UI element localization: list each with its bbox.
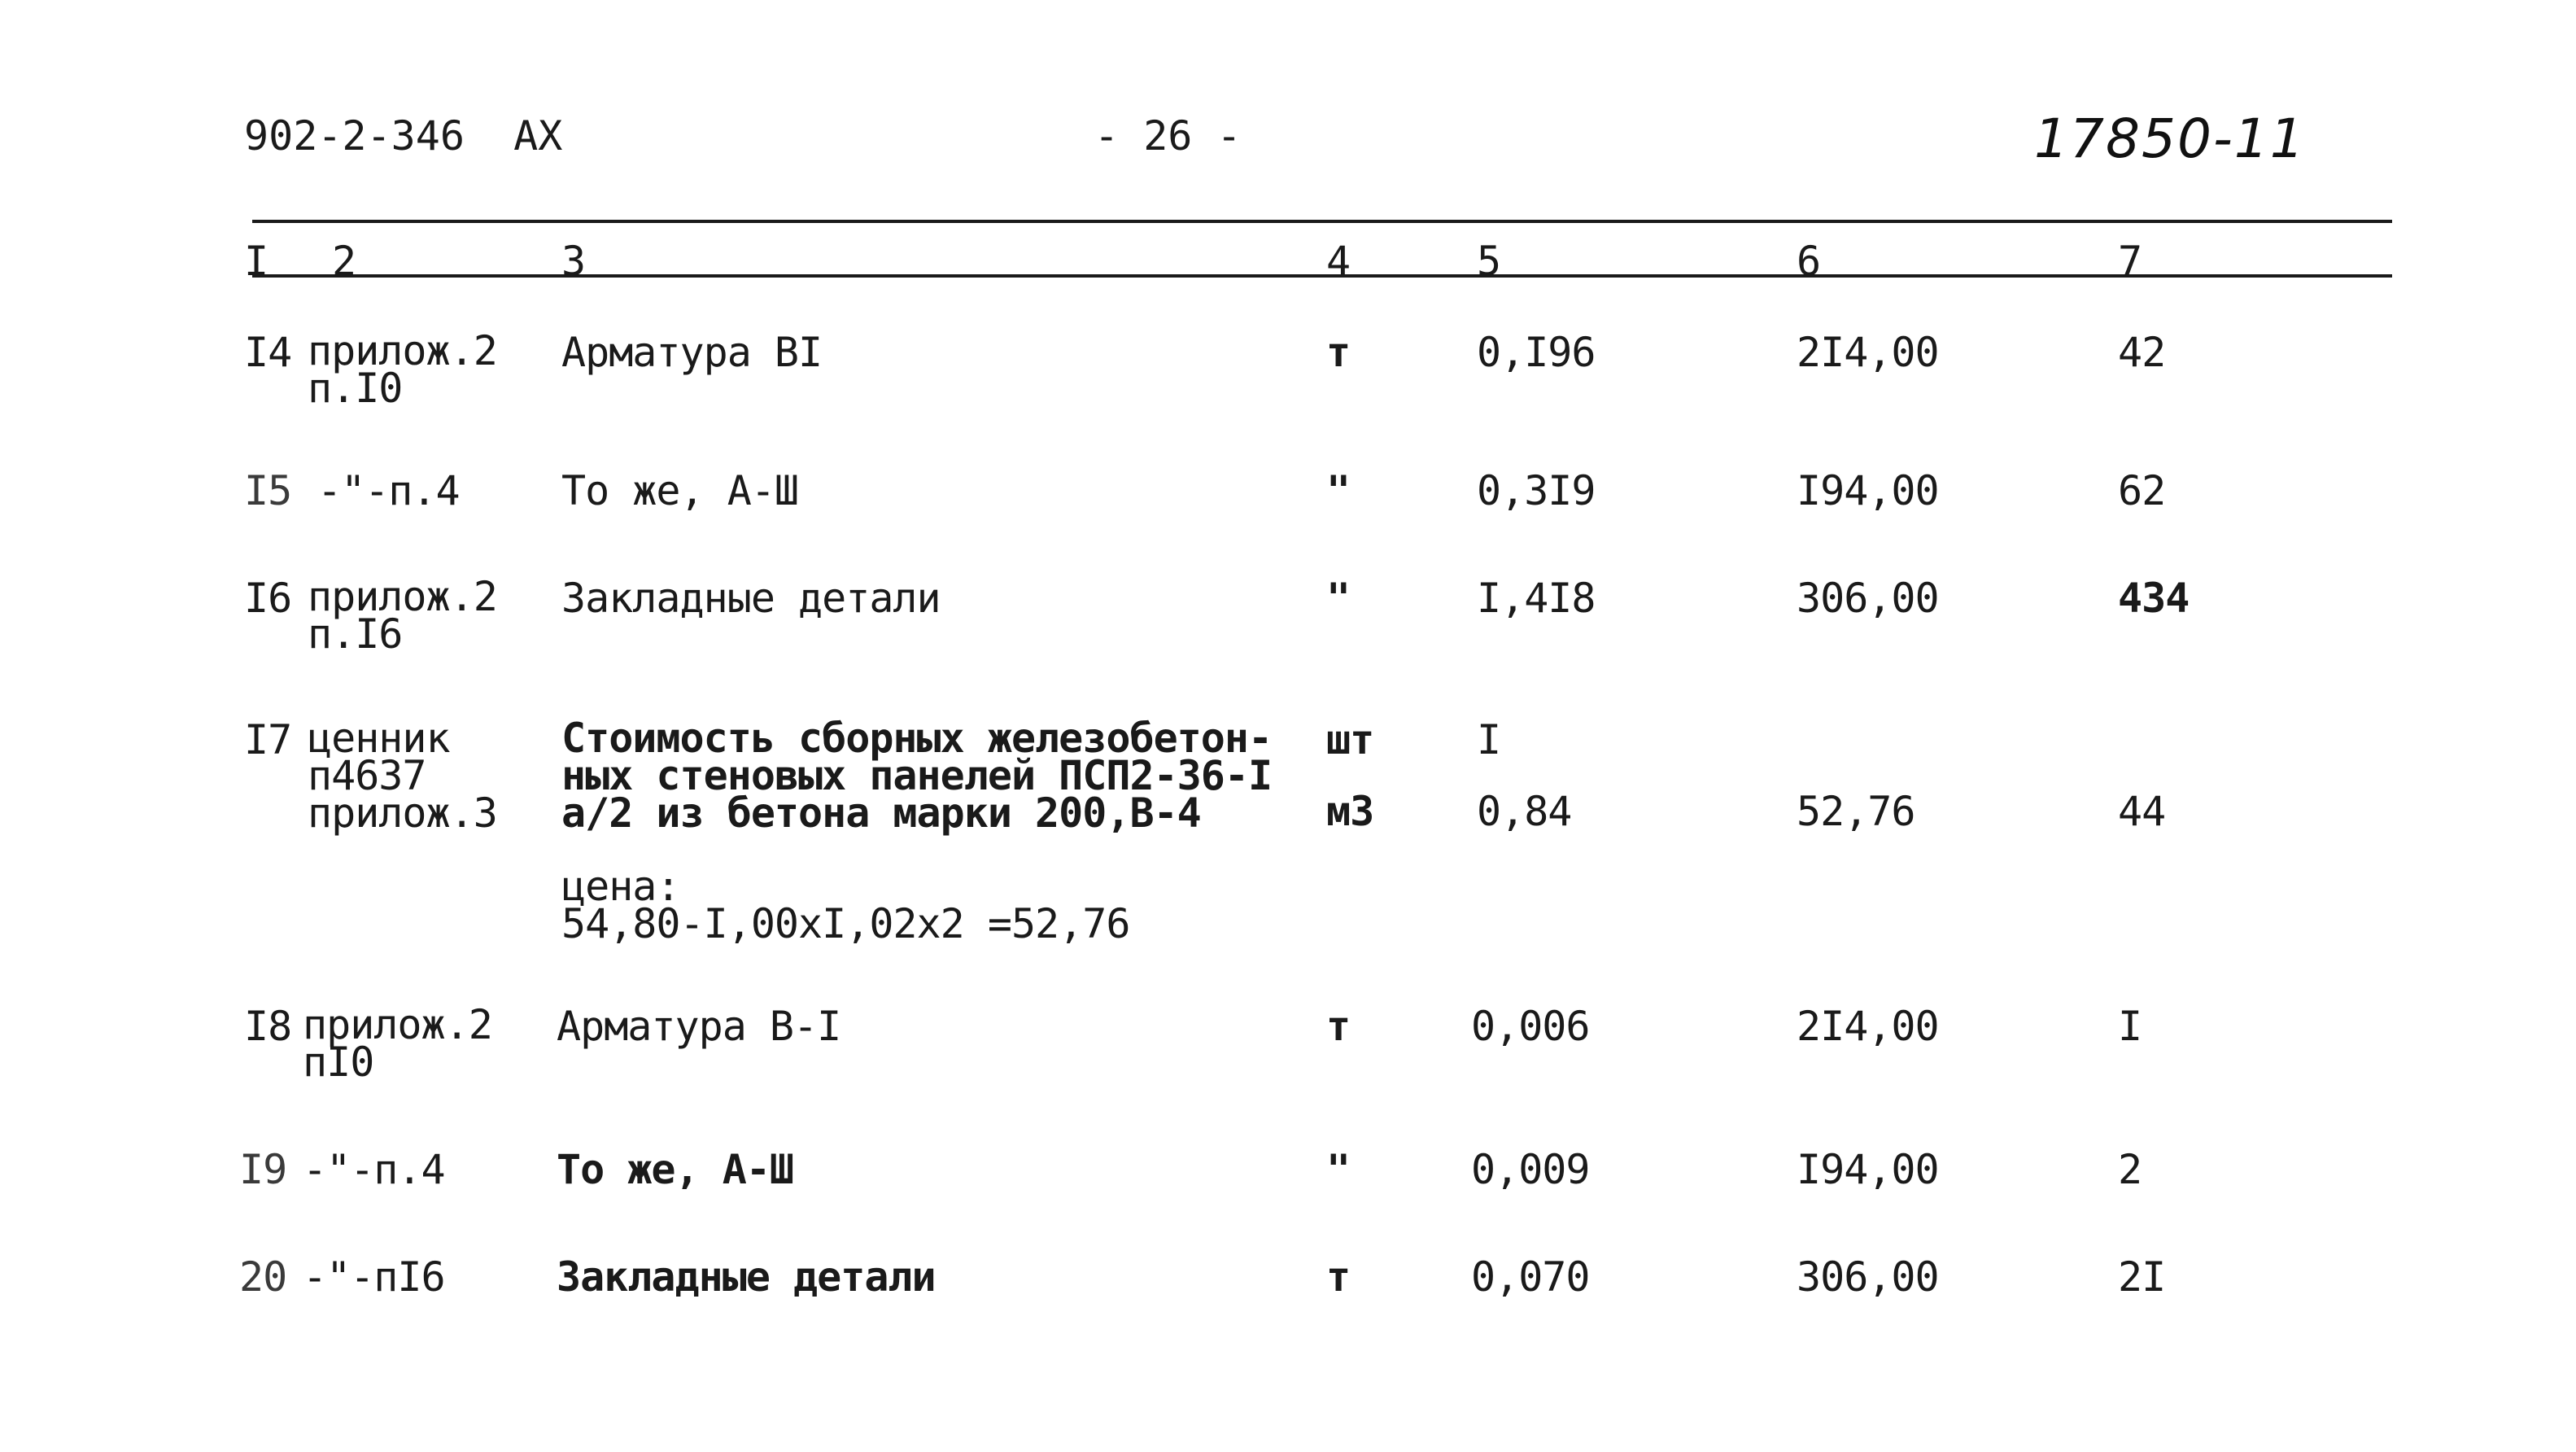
row-price: 2I4,00: [1797, 1003, 1939, 1050]
row-unit: ": [1326, 1146, 1351, 1193]
row-reference: прилож.2 п.I6: [308, 573, 497, 658]
document-code: 902-2-346 АХ: [244, 112, 563, 160]
row-number: 20: [239, 1253, 287, 1301]
row-reference: -"-пI6: [303, 1253, 445, 1301]
row-reference: прилож.2 п.I0: [308, 327, 497, 412]
column-header-5: 5: [1477, 238, 1501, 285]
row-unit: т: [1326, 1003, 1351, 1050]
row-total: 42: [2118, 329, 2166, 376]
row-quantity-secondary: 0,84: [1477, 788, 1572, 835]
row-reference: прилож.2 пI0: [303, 1001, 492, 1086]
row-quantity: 0,070: [1471, 1253, 1590, 1301]
row-price: 52,76: [1797, 788, 1915, 835]
row-reference: -"-п.4: [303, 1146, 445, 1193]
row-number: I9: [239, 1146, 287, 1193]
column-header-7: 7: [2118, 238, 2142, 285]
row-quantity: 0,009: [1471, 1146, 1590, 1193]
row-total: 2I: [2118, 1253, 2166, 1301]
row-number: I7: [244, 716, 292, 763]
row-name: Закладные детали: [561, 575, 941, 622]
column-header-6: 6: [1797, 238, 1821, 285]
row-name: Арматура ВI: [561, 329, 823, 376]
row-price: I94,00: [1797, 1146, 1939, 1193]
column-header-2: 2: [332, 238, 356, 285]
row-quantity: I: [1477, 716, 1501, 763]
row-reference: ценник п4637 прилож.3: [308, 715, 497, 837]
row-price: 306,00: [1797, 1253, 1939, 1301]
price-calculation-note: цена: 54,80-I,00хI,02х2 =52,76: [561, 863, 1130, 947]
row-unit-secondary: м3: [1326, 788, 1374, 835]
page-number: - 26 -: [1094, 112, 1242, 160]
row-quantity: 0,006: [1471, 1003, 1590, 1050]
row-total: 62: [2118, 467, 2166, 514]
row-unit: шт: [1326, 716, 1374, 763]
row-name: То же, А-Ш: [557, 1146, 794, 1193]
row-name: Закладные детали: [557, 1253, 936, 1301]
handwritten-number: 17850-11: [2034, 107, 2306, 170]
row-number: I5: [244, 467, 292, 514]
column-header-4: 4: [1326, 238, 1351, 285]
row-name: То же, А-Ш: [561, 467, 799, 514]
row-name: Арматура В-I: [557, 1003, 841, 1050]
row-total: 434: [2118, 575, 2190, 622]
row-quantity: 0,I96: [1477, 329, 1596, 376]
row-unit: ": [1326, 467, 1351, 514]
row-reference: -"-п.4: [317, 467, 460, 514]
row-total: I: [2118, 1003, 2142, 1050]
row-price: I94,00: [1797, 467, 1939, 514]
row-number: I6: [244, 575, 292, 622]
row-total: 44: [2118, 788, 2166, 835]
row-quantity: I,4I8: [1477, 575, 1596, 622]
row-number: I4: [244, 329, 292, 376]
row-price: 2I4,00: [1797, 329, 1939, 376]
row-unit: т: [1326, 329, 1351, 376]
row-price: 306,00: [1797, 575, 1939, 622]
row-unit: ": [1326, 575, 1351, 622]
row-name: Стоимость сборных железобетон- ных стеновых панелей ПСП2-36-I а/2 из бетона марки 200,В-4: [561, 715, 1273, 837]
table-top-rule: [252, 220, 2392, 223]
column-header-1: I: [244, 238, 269, 285]
column-header-3: 3: [561, 238, 586, 285]
row-quantity: 0,3I9: [1477, 467, 1596, 514]
row-total: 2: [2118, 1146, 2142, 1193]
row-unit: т: [1326, 1253, 1351, 1301]
row-number: I8: [244, 1003, 292, 1050]
